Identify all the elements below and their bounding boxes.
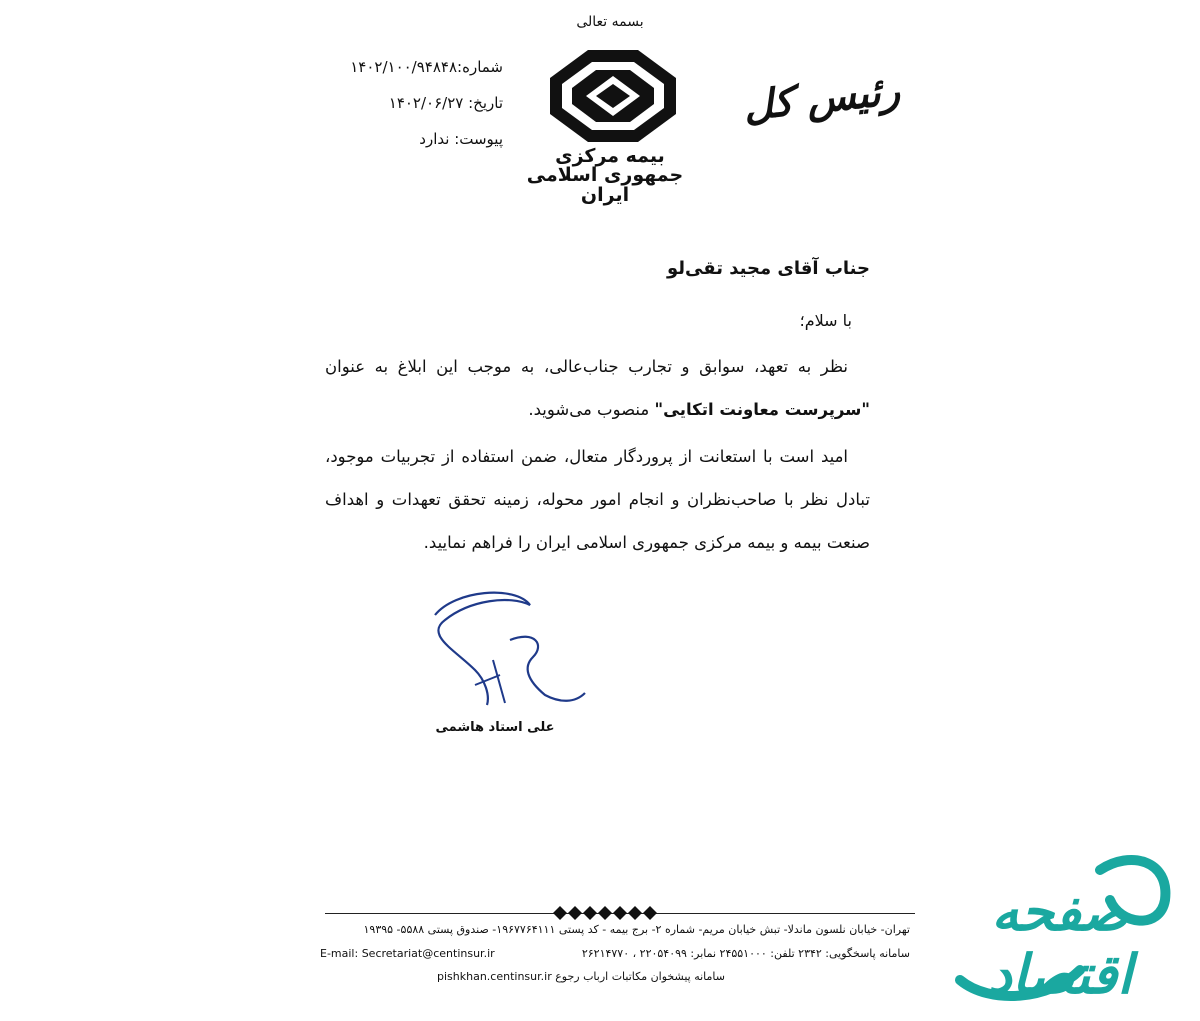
recipient: جناب آقای مجید تقی‌لو — [666, 258, 870, 279]
appointed-position: "سرپرست معاونت اتکایی" — [654, 400, 870, 419]
handwritten-signature — [415, 585, 595, 715]
paragraph-appointment — [325, 345, 870, 431]
organization-name-line2: جمهوری اسلامی ایران — [526, 164, 684, 206]
greeting: با سلام؛ — [799, 311, 852, 330]
footer-portal: سامانه پیشخوان مکاتبات ارباب رجوع pishkhan.centinsur.ir — [437, 970, 725, 983]
letter-number: شماره:۱۴۰۲/۱۰۰/۹۴۸۴۸ — [350, 58, 503, 76]
watermark-text: صفحه اقتصاد — [987, 880, 1133, 1006]
footer-email: E-mail: Secretariat@centinsur.ir — [320, 947, 495, 960]
letter-attachment: پیوست: ندارد — [419, 130, 503, 148]
organization-name-line1: بیمه مرکزی — [555, 145, 665, 167]
bismillah-text: بسمه تعالی — [576, 14, 644, 30]
letter-date: تاریخ: ۱۴۰۲/۰۶/۲۷ — [388, 94, 503, 112]
paragraph-appointment-start: نظر به تعهد، سوابق و تجارب جناب‌عالی، به موجب این ابلاغ به عنوان — [325, 357, 848, 376]
footer-phones: سامانه پاسخگویی: ۲۳۴۲ تلفن: ۲۴۵۵۱۰۰۰ نمابر: ۲۲۰۵۴۰۹۹ ، ۲۶۲۱۴۷۷۰ — [581, 947, 910, 960]
letter-title: رئیس کل — [741, 66, 903, 130]
signer-name: علی استاد هاشمی — [435, 720, 555, 735]
footer-address: تهران- خیابان نلسون ماندلا- تبش خیابان مریم- شماره ۲- برج بیمه - کد پستی ۱۹۶۷۷۶۴۱۱۱- صندوق پستی ۵۵۸۸- ۱۹۳۹۵ — [363, 923, 910, 936]
central-insurance-logo — [548, 48, 678, 144]
footer-diamonds-ornament — [552, 904, 662, 922]
paragraph-appointment-end: منصوب می‌شوید. — [528, 400, 655, 419]
paragraph-wishes: امید است با استعانت از پروردگار متعال، ضمن استفاده از تجربیات موجود، تبادل نظر با صاحب‌نظران و انجام امور محوله، زمینه تحقق تعهدات و اهداف صنعت بیمه و بیمه مرکزی جمهوری اسلامی ایران را فراهم نمایید. — [325, 447, 870, 552]
